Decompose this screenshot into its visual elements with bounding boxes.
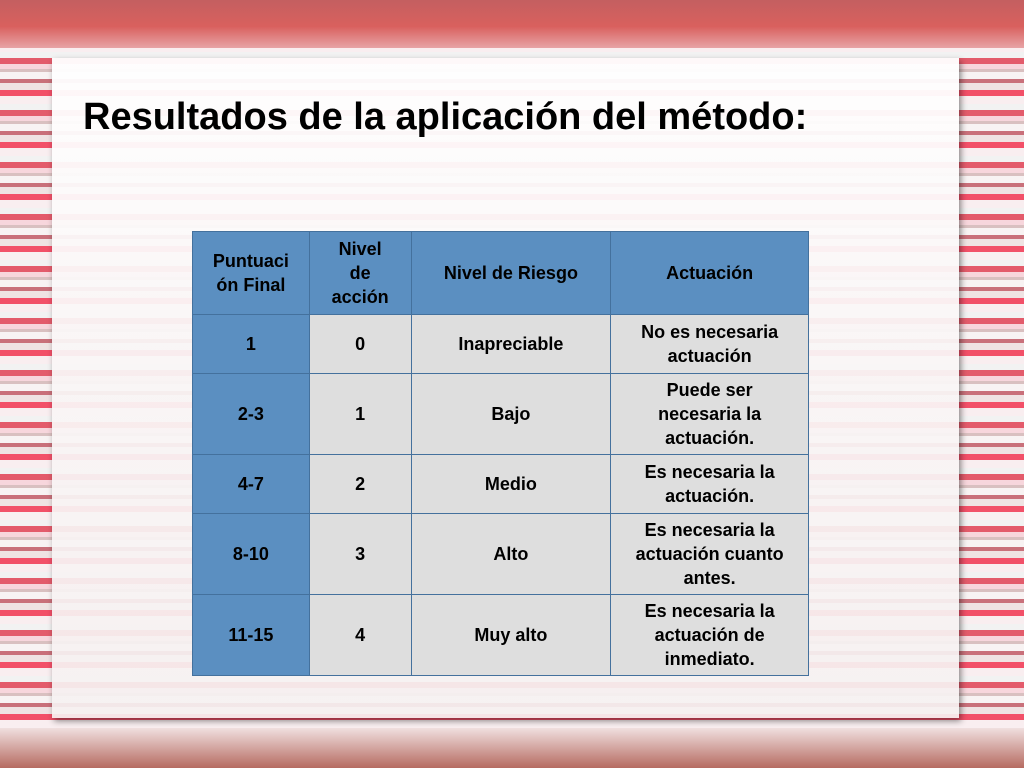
cell-nivel-riesgo: Alto [411, 514, 611, 595]
actuacion-line: Es necesaria la [644, 520, 775, 540]
actuacion-line: Es necesaria la [644, 601, 775, 621]
actuacion-line: Puede ser [666, 380, 753, 400]
actuacion-line: No es necesaria [641, 322, 779, 342]
cell-nivel-accion: 0 [309, 315, 411, 374]
header-actuacion-label: Actuación [666, 263, 754, 283]
actuacion-line: actuación. [665, 486, 755, 506]
header-puntuacion-line-1: Puntuaci [212, 251, 289, 271]
cell-actuacion [611, 315, 809, 374]
table-row [193, 455, 809, 514]
risk-level-table [192, 231, 809, 676]
cell-nivel-accion: 4 [309, 595, 411, 676]
table-row [193, 374, 809, 455]
header-nivel-riesgo-label: Nivel de Riesgo [443, 263, 578, 283]
actuacion-line: actuación. [665, 428, 755, 448]
cell-nivel-accion: 3 [309, 514, 411, 595]
header-nivel-accion-line-3: acción [331, 287, 389, 307]
header-nivel-accion-line-1: Nivel [338, 239, 382, 259]
header-puntuacion-line-2: ón Final [216, 275, 286, 295]
header-puntuacion-final [193, 232, 310, 315]
cell-nivel-riesgo: Bajo [411, 374, 611, 455]
header-nivel-riesgo [411, 232, 611, 315]
slide-panel [52, 58, 959, 718]
table-header-row [193, 232, 809, 315]
cell-actuacion [611, 455, 809, 514]
cell-nivel-riesgo: Muy alto [411, 595, 611, 676]
cell-puntuacion: 2-3 [193, 374, 310, 455]
actuacion-line: necesaria la [658, 404, 762, 424]
actuacion-line: Es necesaria la [644, 462, 775, 482]
header-actuacion [611, 232, 809, 315]
background-bottom-band [0, 728, 1024, 768]
cell-puntuacion: 8-10 [193, 514, 310, 595]
cell-puntuacion: 4-7 [193, 455, 310, 514]
actuacion-line: antes. [683, 568, 736, 588]
actuacion-line: actuación de [654, 625, 765, 645]
background-top-band [0, 0, 1024, 48]
cell-actuacion [611, 514, 809, 595]
actuacion-line: inmediato. [664, 649, 755, 669]
cell-nivel-riesgo: Inapreciable [411, 315, 611, 374]
table-row [193, 595, 809, 676]
header-nivel-accion [309, 232, 411, 315]
actuacion-line: actuación cuanto [635, 544, 784, 564]
cell-actuacion [611, 595, 809, 676]
cell-puntuacion: 11-15 [193, 595, 310, 676]
actuacion-line: actuación [667, 346, 752, 366]
table-row [193, 514, 809, 595]
cell-nivel-accion: 1 [309, 374, 411, 455]
cell-nivel-riesgo: Medio [411, 455, 611, 514]
cell-actuacion [611, 374, 809, 455]
cell-nivel-accion: 2 [309, 455, 411, 514]
table-row [193, 315, 809, 374]
header-nivel-accion-line-2: de [349, 263, 371, 283]
cell-puntuacion: 1 [193, 315, 310, 374]
slide-title: Resultados de la aplicación del método: [83, 96, 808, 138]
